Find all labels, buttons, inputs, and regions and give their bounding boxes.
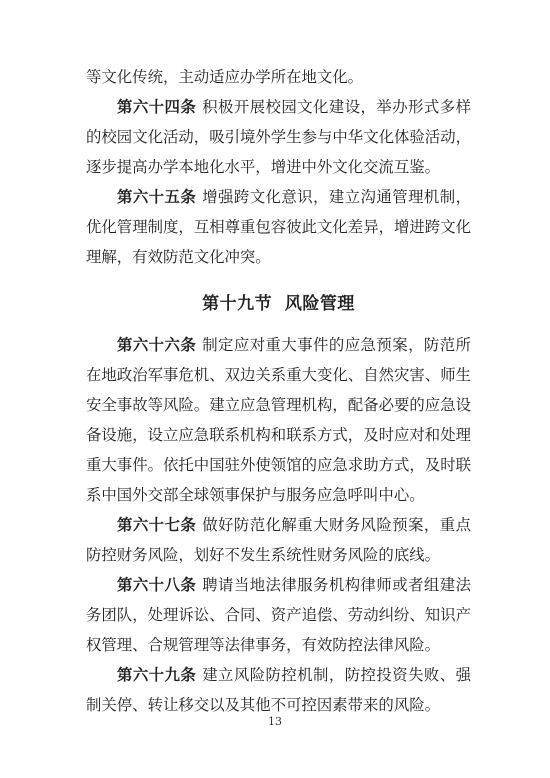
article-69 — [86, 660, 471, 720]
article-text: 建立风险防控机制，防控投资失败、强制关停、转让移交以及其他不可控因素带来的风险。 — [86, 666, 471, 714]
article-text: 聘请当地法律服务机构律师或者组建法务团队，处理诉讼、合同、资产追偿、劳动纠纷、知识产权管理、合规管理等法律事务，有效防控法律风险。 — [86, 576, 471, 654]
page-number: 13 — [268, 715, 282, 728]
article-text: 增强跨文化意识，建立沟通管理机制，优化管理制度，互相尊重包容彼此文化差异，增进跨文化理解，有效防范文化冲突。 — [86, 188, 471, 266]
article-68 — [86, 570, 471, 660]
article-64 — [86, 92, 471, 182]
article-number: 第六十五条 — [117, 188, 197, 206]
article-number: 第六十七条 — [117, 516, 197, 534]
article-66 — [86, 330, 471, 510]
article-number: 第六十八条 — [117, 576, 197, 594]
article-number: 第六十九条 — [117, 666, 197, 684]
article-text: 制定应对重大事件的应急预案，防范所在地政治军事危机、双边关系重大变化、自然灾害、师生安全事故等风险。建立应急管理机构，配备必要的应急设备设施，设立应急联系机构和联系方式，及时应对和处理重大事件。依托中国驻外使领馆的应急求助方式，及时联系中国外交部全球领事保护与服务应急呼叫中心。 — [86, 336, 471, 504]
article-65 — [86, 182, 471, 272]
article-text: 积极开展校园文化建设，举办形式多样的校园文化活动，吸引境外学生参与中华文化体验活动，逐步提高办学本地化水平，增进中外文化交流互鉴。 — [86, 98, 471, 176]
paragraph-continuation: 等文化传统，主动适应办学所在地文化。 — [86, 68, 364, 86]
article-number: 第六十六条 — [117, 336, 197, 354]
document-page — [86, 62, 471, 720]
section-heading: 第十九节 风险管理 — [202, 294, 355, 314]
article-number: 第六十四条 — [117, 98, 197, 116]
article-text: 做好防范化解重大财务风险预案，重点防控财务风险，划好不发生系统性财务风险的底线。 — [86, 516, 471, 564]
article-67 — [86, 510, 471, 570]
